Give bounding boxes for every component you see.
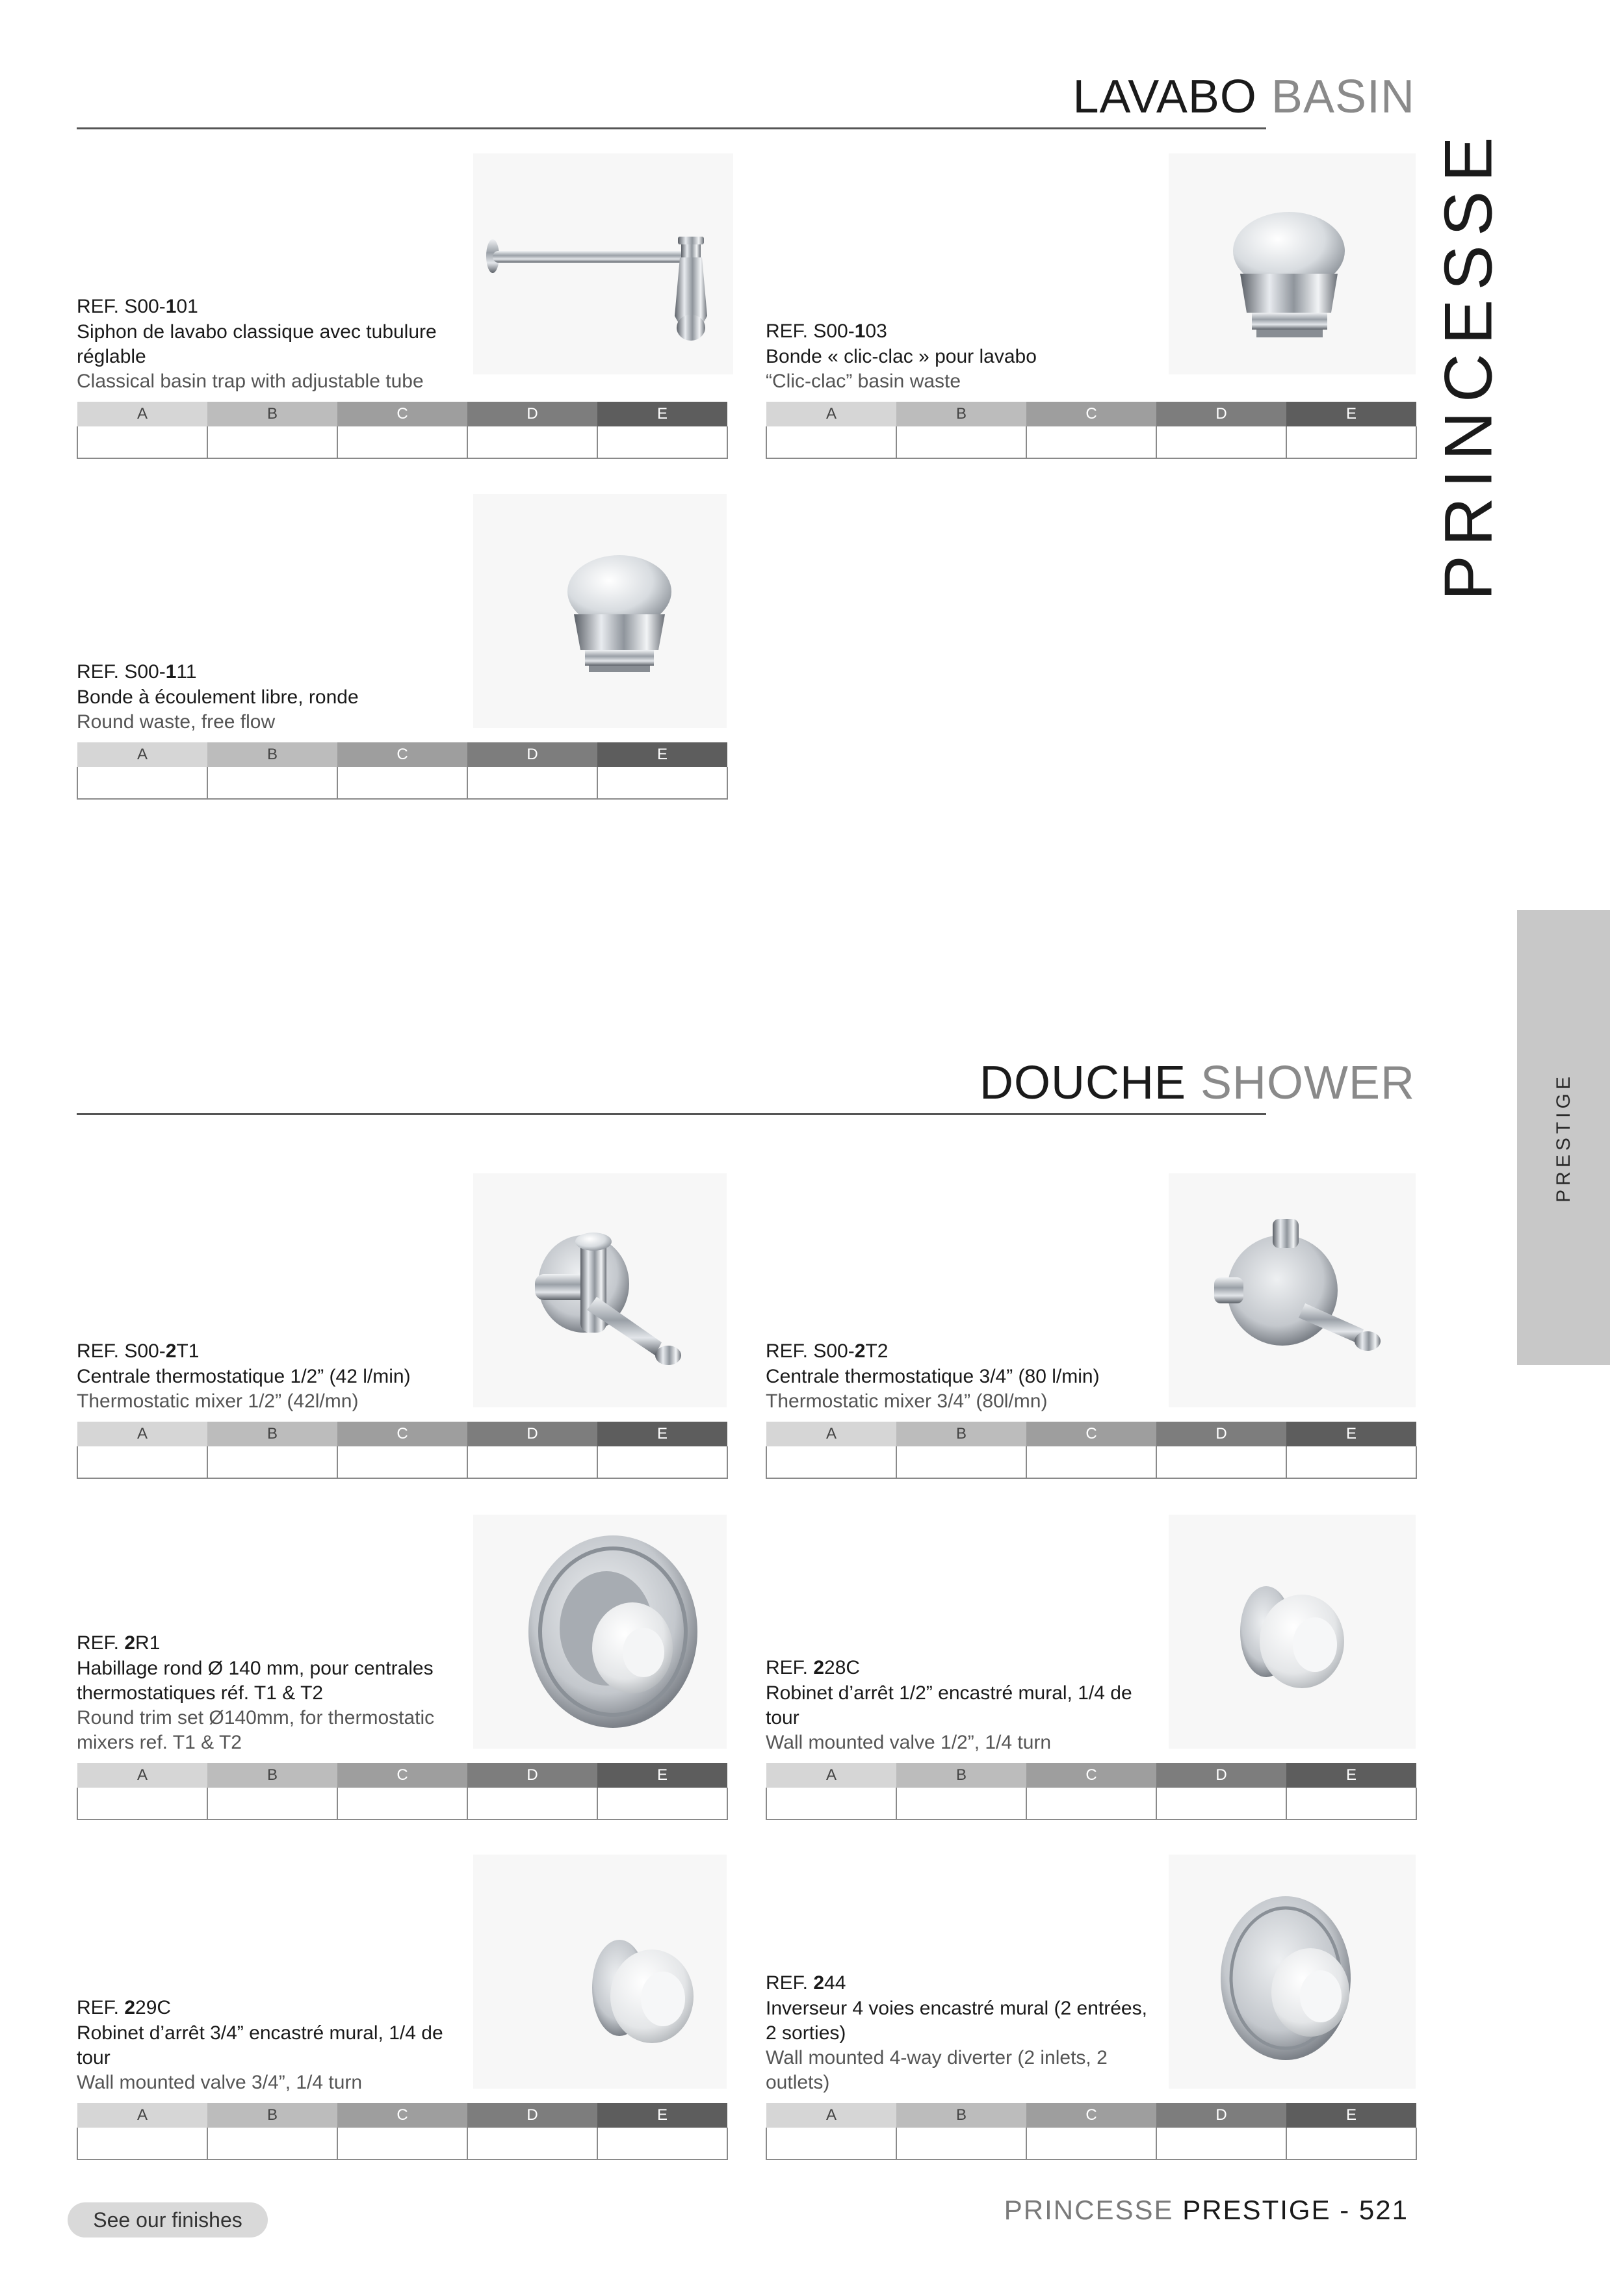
product-card[interactable] [77, 494, 727, 800]
finish-table: A B C D E [766, 402, 1417, 459]
product-card[interactable] [766, 1173, 1416, 1479]
product-card[interactable] [77, 153, 727, 459]
product-ref: REF. S00-2T2 [766, 1340, 889, 1362]
product-ref: REF. S00-101 [77, 296, 198, 317]
product-card[interactable] [766, 1855, 1416, 2160]
product-card[interactable] [77, 1515, 727, 1820]
product-ref: REF. S00-2T1 [77, 1340, 200, 1362]
product-photo-wall-valve-three-quarter [473, 1855, 727, 2089]
product-description-fr: Robinet d’arrêt 1/2” encastré mural, 1/4 de tour [766, 1682, 1132, 1729]
product-text [766, 1655, 1156, 1755]
product-description-fr: Bonde « clic-clac » pour lavabo [766, 346, 1037, 367]
product-description-fr: Siphon de lavabo classique avec tubulure réglable [77, 321, 437, 367]
product-description-fr: Centrale thermostatique 1/2” (42 l/min) [77, 1366, 411, 1387]
product-text [77, 294, 467, 394]
section-title-basin-fr: LAVABO [1072, 71, 1257, 123]
product-ref: REF. 2R1 [77, 1632, 161, 1654]
see-finishes-button[interactable]: See our finishes [68, 2202, 268, 2237]
product-photo-clic-clac-waste [1169, 153, 1416, 374]
finish-table: A B C D E [77, 2103, 728, 2160]
product-photo-4-way-diverter [1169, 1855, 1416, 2089]
finish-table: A B C D E [77, 402, 728, 459]
product-photo-round-trim-set [473, 1515, 727, 1749]
product-description-en: Classical basin trap with adjustable tube [77, 371, 424, 392]
finish-table: A B C D E [77, 1422, 728, 1479]
finish-table: A B C D E [766, 2103, 1417, 2160]
product-ref: REF. 244 [766, 1972, 846, 1994]
product-description-en: Wall mounted 4-way diverter (2 inlets, 2 outlets) [766, 2047, 1108, 2093]
product-description-fr: Habillage rond Ø 140 mm, pour centrales thermostatiques réf. T1 & T2 [77, 1658, 434, 1704]
product-description-fr: Centrale thermostatique 3/4” (80 l/min) [766, 1366, 1100, 1387]
product-ref: REF. 229C [77, 1997, 172, 2018]
product-card[interactable] [77, 1173, 727, 1479]
finish-table: A B C D E [766, 1422, 1417, 1479]
collection-vertical-title [1430, 127, 1508, 601]
range-side-tab-label: PRESTIGE [1552, 1073, 1574, 1203]
section-title-shower-en: SHOWER [1201, 1057, 1415, 1109]
product-description-en: Wall mounted valve 1/2”, 1/4 turn [766, 1732, 1052, 1753]
product-photo-wall-valve-half [1169, 1515, 1416, 1749]
product-text [77, 1630, 467, 1755]
product-photo-basin-trap [473, 153, 733, 374]
product-text [766, 319, 1156, 394]
footer-collection: PRINCESSE [1004, 2195, 1174, 2225]
product-ref: REF. S00-111 [77, 661, 197, 683]
product-description-en: “Clic-clac” basin waste [766, 371, 961, 392]
product-description-fr: Robinet d’arrêt 3/4” encastré mural, 1/4 de tour [77, 2022, 443, 2068]
finish-table: A B C D E [77, 1763, 728, 1820]
product-text [766, 1970, 1156, 2095]
product-description-fr: Inverseur 4 voies encastré mural (2 entrées, 2 sorties) [766, 1998, 1147, 2044]
collection-vertical-title-text: PRINCESSE [1431, 127, 1507, 601]
product-photo-thermostatic-mixer-half [473, 1173, 727, 1407]
range-side-tab[interactable] [1517, 910, 1610, 1365]
product-description-en: Round waste, free flow [77, 711, 276, 733]
product-description-en: Thermostatic mixer 1/2” (42l/mn) [77, 1390, 359, 1412]
footer-range: PRESTIGE [1182, 2195, 1331, 2225]
section-title-basin [1072, 70, 1415, 124]
product-card[interactable] [766, 153, 1416, 459]
product-description-en: Round trim set Ø140mm, for thermostatic mixers ref. T1 & T2 [77, 1707, 435, 1753]
product-description-en: Wall mounted valve 3/4”, 1/4 turn [77, 2072, 363, 2093]
section-title-shower-fr: DOUCHE [979, 1057, 1186, 1109]
product-text [766, 1338, 1156, 1414]
product-text [77, 659, 467, 735]
section-title-basin-en: BASIN [1271, 71, 1415, 123]
finish-table: A B C D E [766, 1763, 1417, 1820]
product-description-fr: Bonde à écoulement libre, ronde [77, 686, 359, 708]
page-footer [1004, 2195, 1409, 2226]
product-card[interactable] [77, 1855, 727, 2160]
section-title-shower [980, 1056, 1415, 1110]
product-card[interactable] [766, 1515, 1416, 1820]
section-divider [77, 127, 1266, 129]
page-number: - 521 [1340, 2195, 1409, 2225]
product-text [77, 1338, 467, 1414]
product-photo-round-waste [473, 494, 727, 728]
section-divider [77, 1113, 1266, 1115]
product-ref: REF. 228C [766, 1657, 861, 1678]
product-ref: REF. S00-103 [766, 320, 887, 342]
product-text [77, 1995, 467, 2095]
finish-table: A B C D E [77, 742, 728, 800]
product-description-en: Thermostatic mixer 3/4” (80l/mn) [766, 1390, 1048, 1412]
product-photo-thermostatic-mixer-three-quarter [1169, 1173, 1416, 1407]
